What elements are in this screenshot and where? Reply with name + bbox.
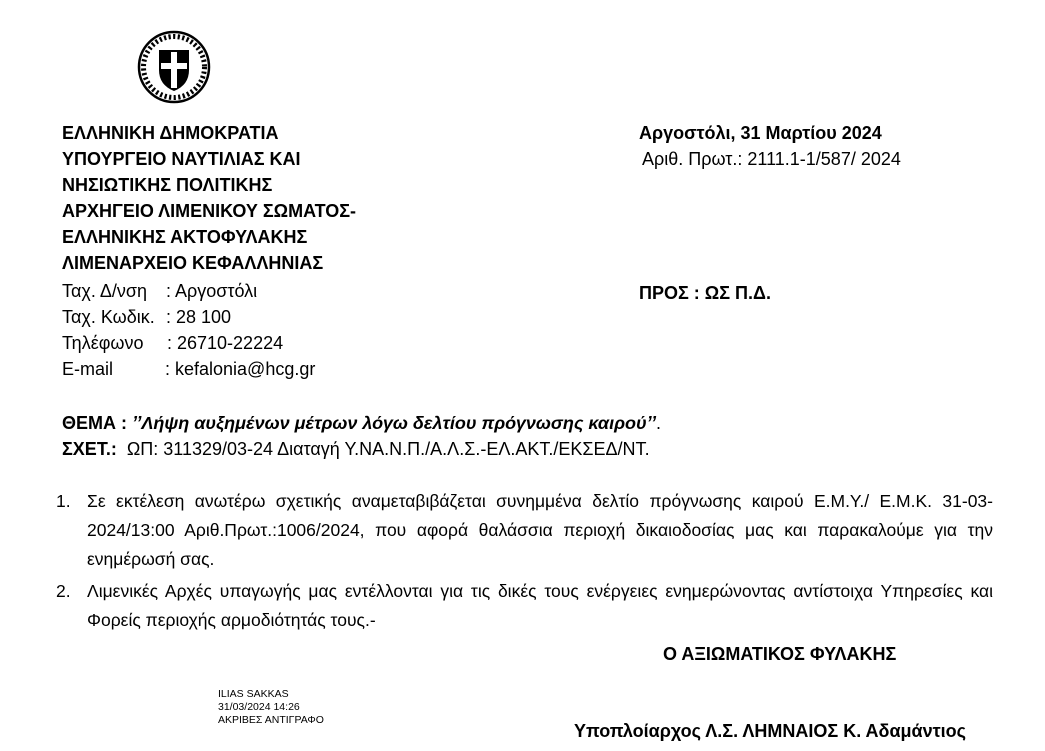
document-date: Αργοστόλι, 31 Μαρτίου 2024 bbox=[639, 123, 882, 143]
address-label: Τηλέφωνο bbox=[62, 333, 144, 353]
address-label: E-mail bbox=[62, 359, 114, 379]
greek-state-emblem-icon bbox=[137, 30, 211, 104]
paragraph-text: Λιμενικές Αρχές υπαγωγής μας εντέλλονται για τις δικές τους ενέργειες ενημερώνοντας αντίστοιχα Υπηρεσίες και Φορείς περιοχής αρμοδιότητάς τους.- bbox=[87, 581, 993, 630]
address-value: : 28 100 bbox=[166, 307, 232, 327]
header-line: ΝΗΣΙΩΤΙΚΗΣ ΠΟΛΙΤΙΚΗΣ bbox=[62, 175, 273, 195]
header-line: ΑΡΧΗΓΕΙΟ ΛΙΜΕΝΙΚΟΥ ΣΩΜΑΤΟΣ- bbox=[62, 201, 357, 221]
paragraph-1 bbox=[56, 487, 993, 574]
address-value: : 26710-22224 bbox=[167, 333, 284, 353]
copy-note-line: ILIAS SAKKAS bbox=[218, 688, 289, 700]
address-value: : kefalonia@hcg.gr bbox=[165, 359, 316, 379]
header-line: ΕΛΛΗΝΙΚΗ ΔΗΜΟΚΡΑΤΙΑ bbox=[62, 123, 279, 143]
recipient: ΠΡΟΣ : ΩΣ Π.Δ. bbox=[639, 283, 771, 303]
subject-end: . bbox=[655, 413, 661, 433]
reference-line bbox=[62, 436, 650, 462]
paragraph-number: 1. bbox=[56, 491, 71, 511]
subject-line bbox=[62, 410, 661, 436]
issuer-header bbox=[62, 120, 356, 276]
signatory-name: Υποπλοίαρχος Λ.Σ. ΛΗΜΝΑΙΟΣ Κ. Αδαμάντιος bbox=[574, 721, 967, 741]
paragraph-number: 2. bbox=[56, 581, 71, 601]
reference-text: ΩΠ: 311329/03-24 Διαταγή Υ.ΝΑ.Ν.Π./Α.Λ.Σ.-ΕΛ.ΑΚΤ./ΕΚΣΕΔ/ΝΤ. bbox=[126, 439, 650, 459]
paragraph-2 bbox=[56, 577, 993, 635]
subject-label: ΘΕΜΑ : bbox=[62, 413, 132, 433]
address-label: Ταχ. Κωδικ. bbox=[62, 307, 155, 327]
reference-label: ΣΧΕΤ.: bbox=[62, 439, 117, 459]
copy-note bbox=[218, 688, 324, 727]
copy-note-line: 31/03/2024 14:26 bbox=[218, 701, 300, 713]
header-line: ΕΛΛΗΝΙΚΗΣ ΑΚΤΟΦΥΛΑΚΗΣ bbox=[62, 227, 308, 247]
header-line: ΛΙΜΕΝΑΡΧΕΙΟ ΚΕΦΑΛΛΗΝΙΑΣ bbox=[62, 253, 324, 273]
protocol-number: Αριθ. Πρωτ.: 2111.1-1/587/ 2024 bbox=[642, 149, 901, 169]
address-label: Ταχ. Δ/νση bbox=[62, 281, 148, 301]
address-value: : Αργοστόλι bbox=[166, 281, 258, 301]
header-line: ΥΠΟΥΡΓΕΙΟ ΝΑΥΤΙΛΙΑΣ ΚΑΙ bbox=[62, 149, 301, 169]
signature-title: Ο ΑΞΙΩΜΑΤΙΚΟΣ ΦΥΛΑΚΗΣ bbox=[663, 644, 897, 664]
subject-text: ’’Λήψη αυξημένων μέτρων λόγω δελτίου πρόγνωσης καιρού’’ bbox=[132, 413, 656, 433]
copy-note-line: ΑΚΡΙΒΕΣ ΑΝΤΙΓΡΑΦΟ bbox=[218, 714, 324, 726]
paragraph-text: Σε εκτέλεση ανωτέρω σχετικής αναμεταβιβάζεται συνημμένα δελτίο πρόγνωσης καιρού Ε.Μ.Υ./ Ε.Μ.Κ. 31-03-2024/13:00 Αριθ.Πρωτ.:1006/2024, που αφορά θαλάσσια περιοχή δικαιοδοσίας μας και παρακαλούμε για την ενημέρωσή σας. bbox=[87, 491, 993, 569]
